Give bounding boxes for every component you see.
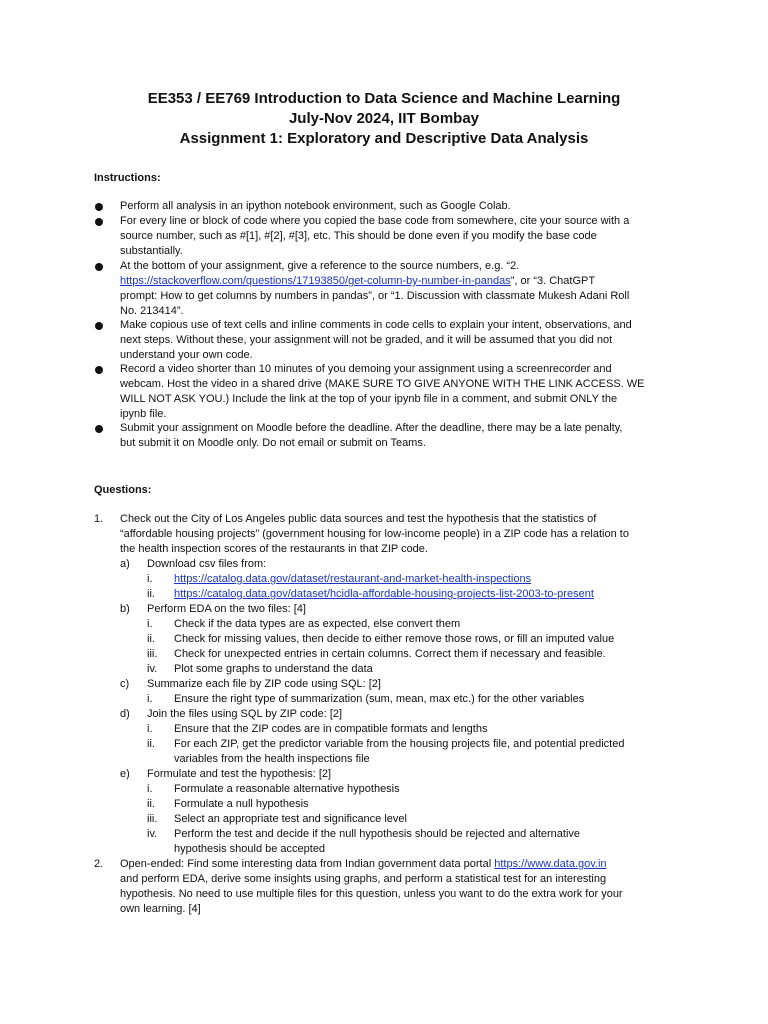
instruction-4-line2: next steps. Without these, your assignment will not be graded, and it will be assumed that you did not <box>120 334 613 346</box>
instruction-5-line2: webcam. Host the video in a shared drive (MAKE SURE TO GIVE ANYONE WITH THE LINK ACCESS. WE <box>120 378 645 390</box>
bullet-icon <box>95 322 103 330</box>
instruction-3-line4: No. 213414”. <box>120 305 184 317</box>
sub-b-item-1: Check if the data types are as expected, else convert them <box>174 618 461 630</box>
bullet-icon <box>95 366 103 374</box>
stackoverflow-link[interactable]: https://stackoverflow.com/questions/17193850/get-column-by-number-in-pandas <box>120 275 511 287</box>
question-1-number: 1. <box>94 513 104 525</box>
instruction-4-line1: Make copious use of text cells and inline comments in code cells to explain your intent, observations, and <box>120 319 632 331</box>
instruction-6-line2: but submit it on Moodle only. Do not email or submit on Teams. <box>120 437 426 449</box>
item-label: ii. <box>147 798 155 810</box>
data-gov-in-link[interactable]: https://www.data.gov.in <box>494 858 607 870</box>
housing-projects-link[interactable]: https://catalog.data.gov/dataset/hcidla-affordable-housing-projects-list-2003-to-present <box>174 588 594 600</box>
term-title: July-Nov 2024, IIT Bombay <box>288 110 480 127</box>
sub-label-b: b) <box>120 603 130 615</box>
instruction-2-line3: substantially. <box>120 245 183 257</box>
sub-label-c: c) <box>120 678 130 690</box>
sub-label-a: a) <box>120 558 130 570</box>
health-inspections-link[interactable]: https://catalog.data.gov/dataset/restaurant-and-market-health-inspections <box>174 573 532 585</box>
question-2-line1 <box>120 857 607 871</box>
question-2-line3: hypothesis. No need to use multiple files for this question, unless you want to do the extra work for your <box>120 888 623 900</box>
sub-b-item-3: Check for unexpected entries in certain columns. Correct them if necessary and feasible. <box>174 648 606 660</box>
sub-label-e: e) <box>120 768 130 780</box>
sub-e-item-4-line2: hypothesis should be accepted <box>174 843 326 855</box>
instruction-3-line2 <box>120 274 595 288</box>
sub-b-text: Perform EDA on the two files: [4] <box>147 603 306 615</box>
item-label: i. <box>147 573 153 585</box>
instruction-4-line3: understand your own code. <box>120 349 253 361</box>
sub-b-item-2: Check for missing values, then decide to either remove those rows, or fill an imputed value <box>174 633 615 645</box>
item-label: i. <box>147 693 153 705</box>
sub-b-item-4: Plot some graphs to understand the data <box>174 663 373 675</box>
item-label: i. <box>147 618 153 630</box>
question-2-line2: and perform EDA, derive some insights using graphs, and perform a statistical test for an interesting <box>120 873 607 885</box>
sub-c-item-1: Ensure the right type of summarization (sum, mean, max etc.) for the other variables <box>174 693 585 705</box>
bullet-icon <box>95 218 103 226</box>
sub-a-text: Download csv files from: <box>147 558 267 570</box>
sub-label-d: d) <box>120 708 130 720</box>
instruction-2-line1: For every line or block of code where you copied the base code from somewhere, cite your source with a <box>120 215 630 227</box>
bullet-icon <box>95 425 103 433</box>
instruction-5-line1: Record a video shorter than 10 minutes of you demoing your assignment using a screenrecorder and <box>120 363 612 375</box>
item-label: iii. <box>147 648 158 660</box>
sub-e-item-2: Formulate a null hypothesis <box>174 798 309 810</box>
instructions-heading: Instructions: <box>94 172 161 184</box>
questions-heading: Questions: <box>94 484 152 496</box>
sub-e-item-1: Formulate a reasonable alternative hypothesis <box>174 783 400 795</box>
bullet-icon <box>95 203 103 211</box>
item-label: iv. <box>147 828 158 840</box>
sub-c-text: Summarize each file by ZIP code using SQL: [2] <box>147 678 381 690</box>
instruction-3-line2-suffix: ”, or “3. ChatGPT <box>510 275 596 287</box>
item-label: iii. <box>147 813 158 825</box>
question-2-line4: own learning. [4] <box>120 903 201 915</box>
sub-e-item-4-line1: Perform the test and decide if the null hypothesis should be rejected and alternative <box>174 828 581 840</box>
course-title: EE353 / EE769 Introduction to Data Science and Machine Learning <box>147 90 621 107</box>
instruction-1: Perform all analysis in an ipython notebook environment, such as Google Colab. <box>120 200 511 212</box>
item-label: i. <box>147 783 153 795</box>
item-label: ii. <box>147 633 155 645</box>
question-1-line3: the health inspection scores of the restaurants in that ZIP code. <box>120 543 428 555</box>
item-label: iv. <box>147 663 158 675</box>
item-label: ii. <box>147 738 155 750</box>
assignment-title: Assignment 1: Exploratory and Descriptive Data Analysis <box>179 130 589 147</box>
instruction-5-line3: WILL NOT ASK YOU.) Include the link at the top of your ipynb file in a comment, and submit ONLY the <box>120 393 618 405</box>
sub-d-item-1: Ensure that the ZIP codes are in compatible formats and lengths <box>174 723 488 735</box>
instruction-3-line1: At the bottom of your assignment, give a reference to the source numbers, e.g. “2. <box>120 260 520 272</box>
instruction-2-line2: source number, such as #[1], #[2], #[3], etc. This should be done even if you modify the base code <box>120 230 597 242</box>
bullet-icon <box>95 263 103 271</box>
question-2-line1-text: Open-ended: Find some interesting data from Indian government data portal <box>120 858 495 870</box>
question-1-line2: “affordable housing projects” (government housing for low-income people) in a ZIP code has a relation to <box>120 528 629 540</box>
sub-d-text: Join the files using SQL by ZIP code: [2] <box>147 708 343 720</box>
question-1-line1: Check out the City of Los Angeles public data sources and test the hypothesis that the statistics of <box>120 513 597 525</box>
sub-d-item-2-line1: For each ZIP, get the predictor variable from the housing projects file, and potential predicted <box>174 738 625 750</box>
item-label: ii. <box>147 588 155 600</box>
sub-e-item-3: Select an appropriate test and significance level <box>174 813 407 825</box>
sub-d-item-2-line2: variables from the health inspections file <box>174 753 370 765</box>
item-label: i. <box>147 723 153 735</box>
instruction-3-line3: prompt: How to get columns by numbers in pandas”, or “1. Discussion with classmate Mukesh Adani Roll <box>120 290 630 302</box>
question-2-number: 2. <box>94 858 104 870</box>
sub-e-text: Formulate and test the hypothesis: [2] <box>147 768 332 780</box>
instruction-5-line4: ipynb file. <box>120 408 167 420</box>
instruction-6-line1: Submit your assignment on Moodle before the deadline. After the deadline, there may be a late penalty, <box>120 422 623 434</box>
